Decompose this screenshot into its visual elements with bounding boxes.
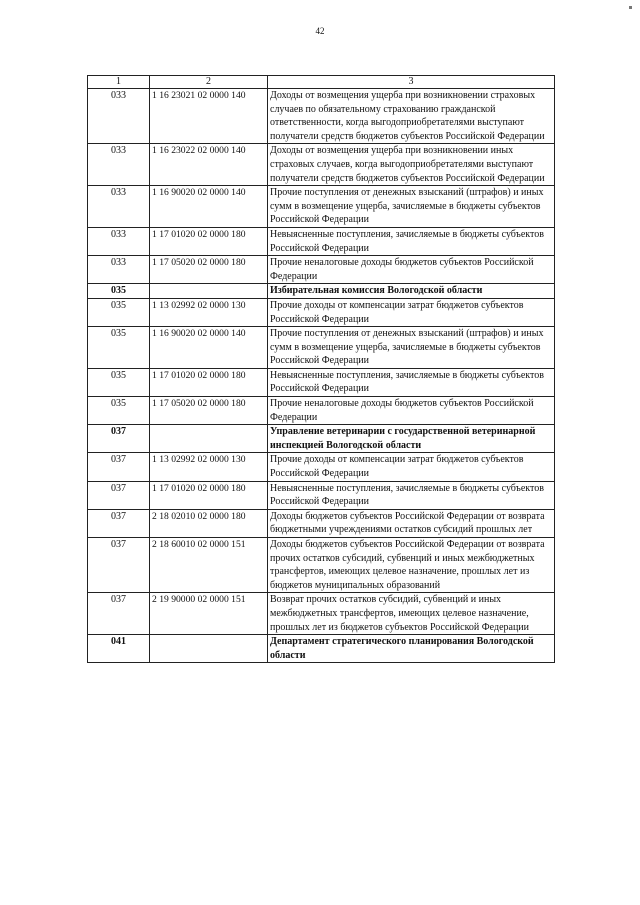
administrator-code-cell: 041 — [88, 635, 150, 663]
revenue-code-cell: 1 17 05020 02 0000 180 — [150, 397, 268, 425]
revenue-name-cell: Прочие поступления от денежных взысканий (штрафов) и иных сумм в возмещение ущерба, зачисляемые в бюджеты субъектов Российской Федерации — [268, 186, 555, 228]
administrator-code-cell: 033 — [88, 256, 150, 284]
revenue-code-cell: 1 16 90020 02 0000 140 — [150, 327, 268, 369]
administrator-code-cell: 037 — [88, 593, 150, 635]
revenue-name-cell: Невыясненные поступления, зачисляемые в бюджеты субъектов Российской Федерации — [268, 368, 555, 396]
revenue-code-cell — [150, 425, 268, 453]
table-row — [88, 327, 555, 369]
revenue-code-cell: 1 16 23022 02 0000 140 — [150, 144, 268, 186]
revenue-name-cell: Возврат прочих остатков субсидий, субвенций и иных межбюджетных трансфертов, имеющих целевое назначение, прошлых лет из бюджетов субъектов Российской Федерации — [268, 593, 555, 635]
revenue-code-cell — [150, 635, 268, 663]
revenue-name-cell: Невыясненные поступления, зачисляемые в бюджеты субъектов Российской Федерации — [268, 227, 555, 255]
revenue-code-cell: 1 13 02992 02 0000 130 — [150, 453, 268, 481]
revenue-code-cell: 1 17 01020 02 0000 180 — [150, 481, 268, 509]
revenue-code-cell: 1 16 23021 02 0000 140 — [150, 89, 268, 144]
administrator-code-cell: 037 — [88, 481, 150, 509]
table-row — [88, 368, 555, 396]
administrator-code-cell: 035 — [88, 327, 150, 369]
administrator-code-cell: 035 — [88, 397, 150, 425]
scan-mark — [629, 6, 632, 9]
table-body — [88, 89, 555, 663]
column-header-3: 3 — [268, 76, 555, 89]
table-row — [88, 397, 555, 425]
revenue-code-cell — [150, 284, 268, 299]
revenue-name-cell: Управление ветеринарии с государственной ветеринарной инспекцией Вологодской области — [268, 425, 555, 453]
revenue-name-cell: Прочие неналоговые доходы бюджетов субъектов Российской Федерации — [268, 397, 555, 425]
administrator-code-cell: 037 — [88, 425, 150, 453]
revenue-code-cell: 1 17 01020 02 0000 180 — [150, 227, 268, 255]
table-row — [88, 453, 555, 481]
administrator-code-cell: 033 — [88, 227, 150, 255]
revenue-name-cell: Доходы от возмещения ущерба при возникновении иных страховых случаев, когда выгодоприобретателями выступают получатели средств бюджетов субъектов Российской Федерации — [268, 144, 555, 186]
revenue-code-cell: 2 18 02010 02 0000 180 — [150, 509, 268, 537]
administrator-code-cell: 033 — [88, 144, 150, 186]
revenue-name-cell: Прочие доходы от компенсации затрат бюджетов субъектов Российской Федерации — [268, 298, 555, 326]
administrator-code-cell: 033 — [88, 89, 150, 144]
administrator-code-cell: 037 — [88, 453, 150, 481]
revenue-name-cell: Департамент стратегического планирования Вологодской области — [268, 635, 555, 663]
revenue-name-cell: Доходы от возмещения ущерба при возникновении страховых случаев по обязательному страхованию гражданской ответственности, когда выгодоприобретателями выступают получатели средств бюджетов субъектов Российской Федерации — [268, 89, 555, 144]
page-number: 42 — [315, 26, 325, 36]
revenue-name-cell: Доходы бюджетов субъектов Российской Федерации от возврата прочих остатков субсидий, субвенций и иных межбюджетных трансфертов, имеющих целевое назначение, прошлых лет из бюджетов муниципальных образований — [268, 538, 555, 593]
revenue-code-cell: 1 13 02992 02 0000 130 — [150, 298, 268, 326]
column-header-1: 1 — [88, 76, 150, 89]
table-row — [88, 186, 555, 228]
table-row — [88, 89, 555, 144]
administrator-code-cell: 037 — [88, 538, 150, 593]
administrator-code-cell: 035 — [88, 284, 150, 299]
revenue-code-cell: 1 16 90020 02 0000 140 — [150, 186, 268, 228]
table-row — [88, 227, 555, 255]
revenue-name-cell: Невыясненные поступления, зачисляемые в бюджеты субъектов Российской Федерации — [268, 481, 555, 509]
table-row — [88, 593, 555, 635]
revenue-name-cell: Прочие поступления от денежных взысканий (штрафов) и иных сумм в возмещение ущерба, зачисляемые в бюджеты субъектов Российской Федерации — [268, 327, 555, 369]
column-header-2: 2 — [150, 76, 268, 89]
revenue-code-cell: 2 18 60010 02 0000 151 — [150, 538, 268, 593]
revenue-name-cell: Прочие доходы от компенсации затрат бюджетов субъектов Российской Федерации — [268, 453, 555, 481]
administrator-code-cell: 033 — [88, 186, 150, 228]
administrator-code-cell: 035 — [88, 368, 150, 396]
administrator-code-cell: 037 — [88, 509, 150, 537]
revenue-code-cell: 2 19 90000 02 0000 151 — [150, 593, 268, 635]
column-number-row — [88, 76, 555, 89]
table-row — [88, 538, 555, 593]
revenue-name-cell: Прочие неналоговые доходы бюджетов субъектов Российской Федерации — [268, 256, 555, 284]
table-row — [88, 481, 555, 509]
administrator-header-row — [88, 635, 555, 663]
table-row — [88, 509, 555, 537]
revenue-name-cell: Избирательная комиссия Вологодской области — [268, 284, 555, 299]
revenue-name-cell: Доходы бюджетов субъектов Российской Федерации от возврата бюджетными учреждениями остатков субсидий прошлых лет — [268, 509, 555, 537]
revenue-code-cell: 1 17 01020 02 0000 180 — [150, 368, 268, 396]
table-row — [88, 256, 555, 284]
revenue-code-cell: 1 17 05020 02 0000 180 — [150, 256, 268, 284]
revenue-classification-table — [87, 75, 555, 663]
administrator-header-row — [88, 284, 555, 299]
administrator-header-row — [88, 425, 555, 453]
table-row — [88, 298, 555, 326]
administrator-code-cell: 035 — [88, 298, 150, 326]
table-row — [88, 144, 555, 186]
